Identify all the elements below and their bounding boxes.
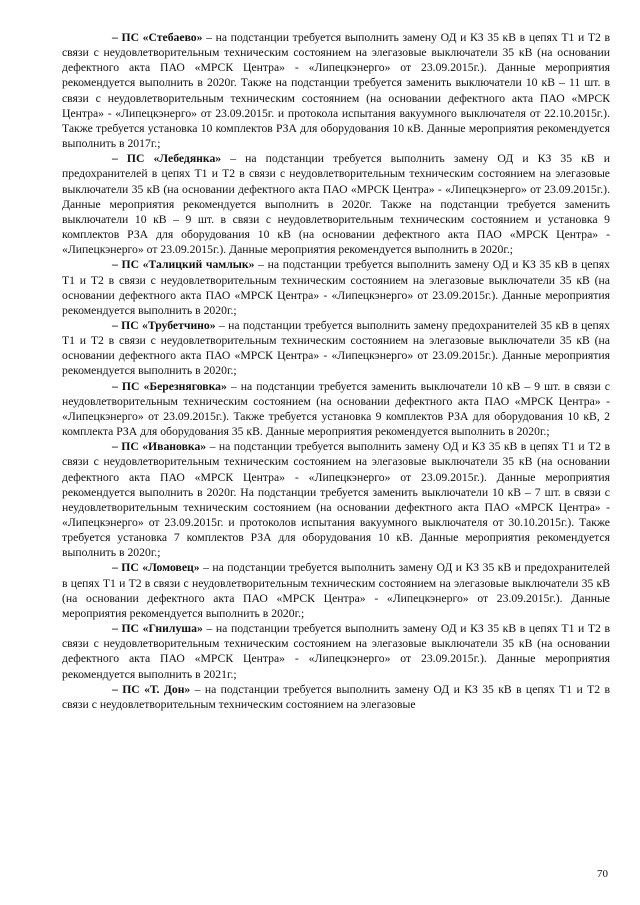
paragraph-t-don bbox=[62, 682, 610, 712]
paragraph-gnilusha bbox=[62, 621, 610, 682]
paragraph-text: – на подстанции требуется выполнить замену ОД и КЗ 35 кВ и предохранителей в цепях Т1 и Т2 в связи с неудовлетворительным техническим состоянием на элегазовые выключатели 35 кВ (на основании дефектного акта ПАО «МРСК Центра» - «Липецкэнерго» от 23.09.2015г.). Данные мероприятия рекомендуется выполнить в 2020г. Также на подстанции требуется заменить выключатели 10 кВ – 9 шт. в связи с неудовлетворительным техническим состоянием и установка 9 комплектов РЗА для оборудования 10 кВ (на основании дефектного акта ПАО «МРСК Центра» - «Липецкэнерго» от 23.09.2015г.). Данные мероприятия рекомендуется выполнить в 2020г.; bbox=[62, 152, 610, 257]
substation-name: – ПС «Стебаево» bbox=[112, 31, 203, 44]
document-page bbox=[62, 30, 610, 712]
substation-name: – ПС «Лебедянка» bbox=[112, 152, 222, 166]
paragraph-text: – на подстанции требуется выполнить замену предохранителей 35 кВ в цепях Т1 и Т2 в связи с неудовлетворительным техническим состоянием на элегазовые выключатели 35 кВ (на основании дефектного акта ПАО «МРСК Центра» - «Липецкэнерго» от 23.09.2015г.). Данные мероприятия рекомендуется выполнить в 2020г.; bbox=[62, 318, 610, 378]
paragraph-lomovets bbox=[62, 560, 610, 621]
paragraph-talitsky-chamlyk bbox=[62, 257, 610, 318]
substation-name: – ПС «Гнилуша» bbox=[112, 622, 203, 636]
substation-name: – ПС «Т. Дон» bbox=[112, 682, 191, 696]
paragraph-trubetchino bbox=[62, 318, 610, 379]
paragraph-text: – на подстанции требуется выполнить замену ОД и КЗ 35 кВ в цепях Т1 и Т2 в связи с неудовлетворительным техническим состоянием на элегазовые выключатели 35 кВ (на основании дефектного акта ПАО «МРСК Центра» - «Липецкэнерго» от 23.09.2015г.). Данные мероприятия рекомендуется выполнить в 2020г. Также на подстанции требуется заменить выключатели 10 кВ – 11 шт. в связи с неудовлетворительным техническим состоянием (на основании дефектного акта ПАО «МРСК Центра» - «Липецкэнерго» от 23.09.2015г. и протокола испытания вакуумного выключателя от 22.10.2015г.). Также требуется установка 10 комплектов РЗА для оборудования 10 кВ. Данные мероприятия рекомендуется выполнить в 2017г.; bbox=[62, 31, 610, 151]
substation-name: – ПС «Трубетчино» bbox=[112, 318, 216, 332]
page-number: 70 bbox=[597, 868, 608, 880]
paragraph-text: – на подстанции требуется выполнить замену ОД и КЗ 35 кВ в цепях Т1 и Т2 в связи с неудовлетворительным техническим состоянием на элегазовые выключатели 35 кВ (на основании дефектного акта ПАО «МРСК Центра» - «Липецкэнерго» от 23.09.2015г.). Данные мероприятия рекомендуется выполнить в 2021г.; bbox=[62, 622, 610, 681]
paragraph-text: – на подстанции требуется выполнить замену ОД и КЗ 35 кВ в цепях Т1 и Т2 в связи с неудовлетворительным техническим состоянием на элегазовые выключатели 35 кВ (на основании дефектного акта ПАО «МРСК Центра» - «Липецкэнерго» от 23.09.2015г.). Данные мероприятия рекомендуется выполнить в 2020г.; bbox=[62, 258, 610, 317]
paragraph-text: – на подстанции требуется заменить выключатели 10 кВ – 9 шт. в связи с неудовлетворительным техническим состоянием (на основании дефектного акта ПАО «МРСК Центра» - «Липецкэнерго» от 23.09.2015г.). Также требуется установка 9 комплектов РЗА для оборудования 10 кВ, 2 комплекта РЗА для оборудования 35 кВ. Данные мероприятия рекомендуется выполнить в 2020г.; bbox=[62, 379, 610, 439]
paragraph-text: – на подстанции требуется выполнить замену ОД и КЗ 35 кВ в цепях Т1 и Т2 в связи с неудовлетворительным техническим состоянием на элегазовые bbox=[62, 682, 610, 711]
substation-name: – ПС «Ломовец» bbox=[112, 561, 200, 575]
paragraph-stebaevo bbox=[62, 30, 610, 151]
paragraph-text: – на подстанции требуется выполнить замену ОД и КЗ 35 кВ в цепях Т1 и Т2 в связи с неудовлетворительным техническим состоянием на элегазовые выключатели 35 кВ (на основании дефектного акта ПАО «МРСК Центра» - «Липецкэнерго» от 23.09.2015г.). Данные мероприятия рекомендуется выполнить в 2020г. На подстанции требуется заменить выключатели 10 кВ – 7 шт. в связи с неудовлетворительным техническим состоянием (на основании дефектного акта ПАО «МРСК Центра» - «Липецкэнерго» от 23.09.2015г. и протоколов испытания вакуумного выключателя от 30.10.2015г.). Также требуется установка 7 комплектов РЗА для оборудования 10 кВ. Данные мероприятия рекомендуется выполнить в 2020г.; bbox=[62, 440, 611, 560]
substation-name: – ПС «Талицкий чамлык» bbox=[112, 258, 255, 272]
paragraph-lebedyanka bbox=[62, 151, 610, 257]
paragraph-ivanovka bbox=[62, 439, 610, 560]
paragraph-bereznyagovka bbox=[62, 379, 610, 440]
substation-name: – ПС «Березняговка» bbox=[112, 379, 227, 393]
paragraph-text: – на подстанции требуется выполнить замену ОД и КЗ 35 кВ и предохранителей в цепях Т1 и Т2 в связи с неудовлетворительным техническим состоянием на элегазовые выключатели 35 кВ (на основании дефектного акта ПАО «МРСК Центра» - «Липецкэнерго» от 23.09.2015г.). Данные мероприятия рекомендуется выполнить в 2020г.; bbox=[62, 561, 610, 620]
substation-name: – ПС «Ивановка» bbox=[112, 440, 207, 454]
